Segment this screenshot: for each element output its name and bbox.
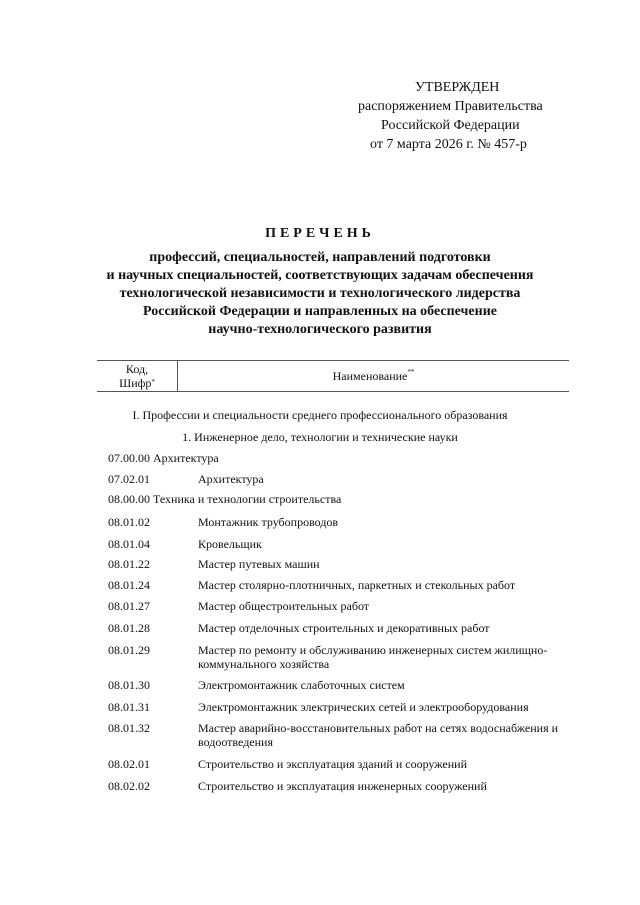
row-name: Мастер общестроительных работ <box>198 599 370 613</box>
footnote-mark: * <box>151 378 155 386</box>
name-header-label: Наименование <box>332 369 408 383</box>
row-code: 08.01.30 <box>108 678 150 692</box>
code-header-line1: Код, <box>125 362 149 376</box>
row-code: 08.01.29 <box>108 643 150 657</box>
section-heading: I. Профессии и специальности среднего профессионального образования <box>132 408 508 422</box>
row-name: Мастер аварийно-восстановительных работ на сетях водоснабжения и водоотведения <box>198 721 559 749</box>
group-label: 08.00.00 Техника и технологии строительства <box>108 492 342 506</box>
table-group-row <box>108 492 568 506</box>
row-name: Кровельщик <box>198 537 262 551</box>
approval-country: Российской Федерации <box>381 118 520 133</box>
subtitle-line: и научных специальностей, соответствующих задачам обеспечения <box>106 268 534 283</box>
approval-date: от 7 марта 2026 г. № 457-р <box>370 137 527 152</box>
subsection-heading: 1. Инженерное дело, технологии и технические науки <box>182 430 458 444</box>
approval-status: УТВЕРЖДЕН <box>415 80 500 95</box>
subtitle-line: технологической независимости и технологического лидерства <box>119 286 521 301</box>
subtitle-line: научно-технологического развития <box>208 322 432 337</box>
row-code: 08.01.24 <box>108 578 150 592</box>
document-title: ПЕРЕЧЕНЬ <box>265 226 375 241</box>
table-group-row <box>108 451 568 465</box>
group-label: 07.00.00 Архитектура <box>108 451 219 465</box>
row-name: Мастер по ремонту и обслуживанию инженерных систем жилищно-коммунального хозяйства <box>198 643 548 671</box>
row-name: Строительство и эксплуатация зданий и сооружений <box>198 757 467 771</box>
row-name: Мастер столярно-плотничных, паркетных и стекольных работ <box>198 578 516 592</box>
row-name: Мастер отделочных строительных и декоративных работ <box>198 621 490 635</box>
row-code: 07.02.01 <box>108 472 150 486</box>
footnote-mark: ** <box>407 368 415 376</box>
approval-authority: распоряжением Правительства <box>358 99 543 114</box>
row-code: 08.01.28 <box>108 621 150 635</box>
row-code: 08.01.22 <box>108 557 150 571</box>
row-name: Электромонтажник слаботочных систем <box>198 678 405 692</box>
column-header-code <box>97 362 177 390</box>
row-name: Электромонтажник электрических сетей и электрооборудования <box>198 700 529 714</box>
row-code: 08.01.32 <box>108 721 150 735</box>
subtitle-line: профессий, специальностей, направлений подготовки <box>149 250 491 265</box>
row-code: 08.02.01 <box>108 757 150 771</box>
document-subtitle <box>100 249 540 339</box>
row-name: Монтажник трубопроводов <box>198 515 339 529</box>
table-header <box>97 360 569 392</box>
row-code: 08.01.02 <box>108 515 150 529</box>
subtitle-line: Российской Федерации и направленных на обеспечение <box>143 304 497 319</box>
row-code: 08.01.31 <box>108 700 150 714</box>
row-name: Мастер путевых машин <box>198 557 320 571</box>
row-code: 08.01.27 <box>108 599 150 613</box>
row-name: Строительство и эксплуатация инженерных сооружений <box>198 779 487 793</box>
row-code: 08.02.02 <box>108 779 150 793</box>
column-header-name <box>178 369 569 384</box>
row-code: 08.01.04 <box>108 537 150 551</box>
row-name: Архитектура <box>198 472 264 486</box>
code-header-line2: Шифр <box>119 376 152 390</box>
